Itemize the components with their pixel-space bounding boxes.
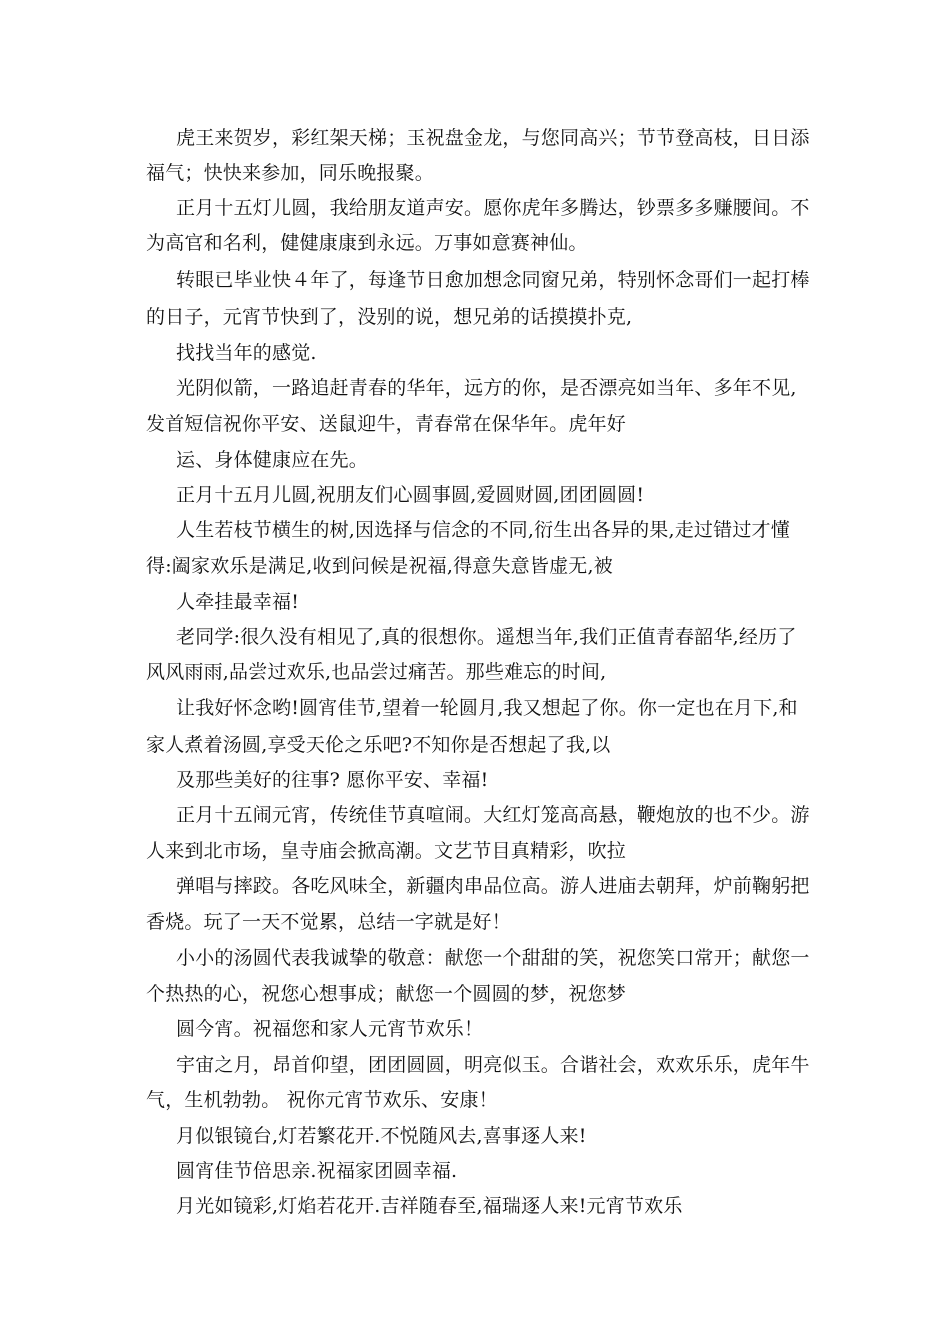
- text-line: 让我好怀念哟!圆宵佳节,望着一轮圆月,我又想起了你。你一定也在月下,和: [176, 697, 798, 719]
- text-line: 圆今宵。祝福您和家人元宵节欢乐！: [176, 1018, 484, 1040]
- text-line: 人牵挂最幸福!: [176, 591, 300, 613]
- text-line: 小小的汤圆代表我诚挚的敬意：献您一个甜甜的笑，祝您笑口常开；献您一: [176, 947, 810, 969]
- text-line: 虎王来贺岁，彩红架天梯；玉祝盘金龙，与您同高兴；节节登高枝，日日添: [176, 127, 810, 149]
- text-line: 香烧。玩了一天不觉累，总结一字就是好！: [146, 911, 511, 933]
- text-line: 弹唱与摔跤。各吃风味全，新疆肉串品位高。游人进庙去朝拜，炉前鞠躬把: [176, 875, 810, 897]
- text-line: 圆宵佳节倍思亲.祝福家团圆幸福.: [176, 1160, 458, 1182]
- text-line: 气，生机勃勃。 祝你元宵节欢乐、安康！: [146, 1089, 498, 1111]
- text-line: 正月十五闹元宵，传统佳节真喧闹。大红灯笼高高悬，鞭炮放的也不少。游: [176, 804, 810, 826]
- text-line: 正月十五月儿圆,祝朋友们心圆事圆,爱圆财圆,团团圆圆!: [176, 484, 645, 506]
- text-line: 风风雨雨,品尝过欢乐,也品尝过痛苦。那些难忘的时间,: [146, 661, 607, 683]
- text-line: 老同学:很久没有相见了,真的很想你。遥想当年,我们正值青春韶华,经历了: [176, 626, 797, 648]
- text-line: 的日子，元宵节快到了，没别的说，想兄弟的话摸摸扑克,: [146, 306, 633, 328]
- text-line: 福气；快快来参加，同乐晚报聚。: [146, 162, 435, 184]
- text-line: 个热热的心，祝您心想事成；献您一个圆圆的梦，祝您梦: [146, 983, 627, 1005]
- text-line: 得:阖家欢乐是满足,收到问候是祝福,得意失意皆虚无,被: [146, 555, 613, 577]
- text-line: 找找当年的感觉.: [176, 342, 317, 364]
- text-line: 家人煮着汤圆,享受天伦之乐吧?不知你是否想起了我,以: [146, 734, 611, 756]
- text-line: 正月十五灯儿圆，我给朋友道声安。愿你虎年多腾达，钞票多多赚腰间。不: [176, 197, 810, 219]
- text-line: 转眼已毕业快４年了，每逢节日愈加想念同窗兄弟，特别怀念哥们一起打棒: [176, 269, 810, 291]
- text-line: 月光如镜彩,灯焰若花开.吉祥随春至,福瑞逐人来!元宵节欢乐: [176, 1195, 683, 1217]
- text-line: 发首短信祝你平安、送鼠迎牛，青春常在保华年。虎年好: [146, 413, 627, 435]
- text-line: 人生若枝节横生的树,因选择与信念的不同,衍生出各异的果,走过错过才懂: [176, 519, 790, 541]
- text-line: 月似银镜台,灯若繁花开.不悦随风去,喜事逐人来!: [176, 1125, 587, 1147]
- text-line: 运、身体健康应在先。: [176, 449, 369, 471]
- text-line: 人来到北市场，皇寺庙会掀高潮。文艺节目真精彩，吹拉: [146, 840, 627, 862]
- text-line: 为高官和名利，健健康康到永远。万事如意赛神仙。: [146, 232, 588, 254]
- text-line: 光阴似箭，一路追赶青春的华年，远方的你，是否漂亮如当年、多年不见,: [176, 377, 797, 399]
- text-line: 宇宙之月，昂首仰望，团团圆圆，明亮似玉。合谐社会，欢欢乐乐，虎年牛: [176, 1054, 810, 1076]
- text-line: 及那些美好的往事? 愿你平安、幸福!: [176, 769, 489, 791]
